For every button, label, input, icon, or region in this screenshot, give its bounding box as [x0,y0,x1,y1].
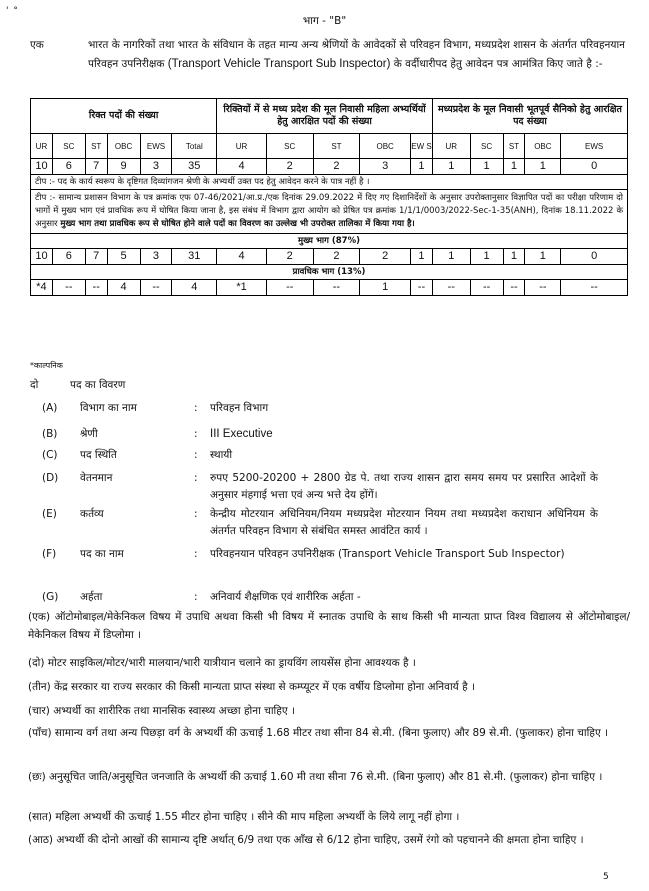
table-cell: -- [140,280,172,296]
col-header: OBC [107,134,140,159]
table-cell: -- [52,280,85,296]
total-row [31,159,628,175]
intro-text-en: (Transport Vehicle Transport Sub Inspector) [167,58,391,70]
main-row [31,249,628,265]
detail-key: (F) [42,548,57,560]
detail-value: परिवहन विभाग [210,402,269,414]
detail-name: कर्तव्य [80,508,104,520]
col-header: ST [85,134,107,159]
detail-colon: : [194,591,198,603]
intro-label: एक [30,39,44,51]
section-label: दो [30,379,39,391]
note-plain: टीप :- सामान्य प्रशासन विभाग के पत्र क्रमांक एफ 07-46/2021/आ.प्र./एक दिनांक 29.09.2022 में दिए गए दिशानिर्देशों के अनुसार उपरोक्तानुसार विज्ञापित पदों का परीक्षा परिणाम दो भागों में मुख्य भाग एवं प्रावधिक रूप में घोषित किया जाना है, इस संबंध में विभाग द्वारा आयोग को प्रेषित पत्र क्रमांक 1/1/1/0003/2022-Sec-1-35(ANH), दिनांक 18.11.2022 के अनुसार [35,193,623,229]
col-header: EWS [561,134,628,159]
detail-value: अनिवार्य शैक्षणिक एवं शारीरिक अर्हता - [210,591,361,603]
col-header: ST [503,134,525,159]
provisional-row [31,280,628,296]
detail-value: रुपए 5200-20200 + 2800 ग्रेड पे. तथा राज्य शासन द्वारा समय समय पर प्रसारित आदेशों के अनुसार मंहगाई भत्ता एवं अन्य भत्ते देय होंगें। [210,472,598,501]
col-header: UR [432,134,470,159]
detail-name: पद का नाम [80,548,124,560]
detail-value: III Executive [210,428,273,440]
table-cell: -- [85,280,107,296]
table-cell: 6 [52,249,85,265]
table-cell: 5 [107,249,140,265]
table-cell: *1 [217,280,267,296]
col-header: OBC [360,134,411,159]
intro-paragraph [30,36,625,74]
table-cell: 2 [266,159,313,175]
table-cell: 1 [411,249,433,265]
detail-key: (C) [42,449,58,461]
eligibility-item: (दो) मोटर साइकिल/मोटर/भारी मालयान/भारी यात्रीयान चलाने का ड्रायविंग लायसेंस होना आवश्यक है । [28,657,416,669]
vacancy-table [30,98,628,296]
detail-colon: : [194,472,198,484]
table-cell: -- [313,280,360,296]
table-cell: 10 [31,249,53,265]
table-cell: -- [503,280,525,296]
table-cell: 1 [525,249,561,265]
table-cell: 10 [31,159,53,175]
footnote: *काल्पनिक [30,361,63,370]
detail-colon: : [194,428,198,440]
eligibility-item: (सात) महिला अभ्यर्थी की ऊचाई 1.55 मीटर होना चाहिए । सीने की माप महिला अभ्यर्थी के लिये लागू नहीं होगा । [28,811,460,823]
section-title: पद का विवरण [70,379,126,391]
table-cell: 3 [140,249,172,265]
table-cell: 9 [107,159,140,175]
detail-key: (E) [42,508,57,520]
col-header: UR [31,134,53,159]
table-cell: 35 [172,159,217,175]
table-cell: 1 [470,249,503,265]
eligibility-item: (चार) अभ्यर्थी का शारीरिक तथा मानसिक स्वास्थ्य अच्छा होना चाहिए । [28,705,295,717]
col-header: SC [266,134,313,159]
detail-key: (D) [42,472,59,484]
table-cell: -- [561,280,628,296]
col-header: SC [52,134,85,159]
table-cell: -- [266,280,313,296]
table-cell: 2 [313,159,360,175]
detail-colon: : [194,508,198,520]
detail-colon: : [194,548,198,560]
detail-name: अर्हता [80,591,103,603]
intro-text-hi: भारत के नागरिकों तथा भारत के संविधान के तहत मान्य अन्य श्रेणियों के आवेदकों से परिवहन विभाग, मध्यप्रदेश शासन के अंतर्गत परिवहनयान परिवहन उपनिरीक्षक [88,39,625,70]
detail-value: केन्द्रीय मोटरयान अधिनियम/नियम मध्यप्रदेश मोटरयान नियम तथा मध्यप्रदेश कराधान अधिनियम के अंतर्गत परिवहन विभाग से संबंधित समस्त आवंटित कार्य । [210,508,598,537]
detail-value: परिवहनयान परिवहन उपनिरीक्षक (Transport Vehicle Transport Sub Inspector) [210,548,565,560]
table-cell: 4 [107,280,140,296]
col-header: SC [470,134,503,159]
table-cell: *4 [31,280,53,296]
table-cell: 2 [266,249,313,265]
table-cell: -- [525,280,561,296]
col-header: Total [172,134,217,159]
table-cell: 2 [360,249,411,265]
eligibility-item: (आठ) अभ्यर्थी की दोनो आखों की सामान्य दृष्टि अर्थात् 6/9 तथा एक आँख से 6/12 होना चाहिए, उसमें रंगो को पहचानने की क्षमता होना चाहिए । [28,834,584,846]
table-cell: 7 [85,249,107,265]
main-part-label: मुख्य भाग (87%) [31,234,628,249]
detail-colon: : [194,402,198,414]
detail-colon: : [194,449,198,461]
eligibility-item: (छः) अनुसूचित जाति/अनुसूचित जनजाति के अभ्यर्थी की ऊचाई 1.60 मी तथा सीना 76 से.मी. (बिना फुलाए) और 81 से.मी. (फुलाकर) होना चाहिए । [28,771,603,783]
table-cell: 4 [217,159,267,175]
corner-mark: ' ° [6,6,19,16]
table-cell: -- [411,280,433,296]
col-header: ST [313,134,360,159]
note-bold: मुख्य भाग तथा प्रावधिक रूप से घोषित होने वाले पदों का विवरण का उल्लेख भी उपरोक्त तालिका में किया गया है। [60,219,415,229]
table-cell: 1 [470,159,503,175]
table-cell: 3 [140,159,172,175]
table-cell: 1 [411,159,433,175]
col-header: UR [217,134,267,159]
table-cell: 7 [85,159,107,175]
eligibility-item: (तीन) केंद्र सरकार या राज्य सरकार की किसी मान्यता प्राप्त संस्था से कम्प्यूटर में एक वर्षीय डिप्लोमा होना अनिवार्य है । [28,681,475,693]
col-header: EWS [140,134,172,159]
table-cell: 0 [561,249,628,265]
table-cell: 2 [313,249,360,265]
group-header-vacancies: रिक्त पदों की संख्या [31,99,217,134]
detail-key: (G) [42,591,59,603]
eligibility-item: (एक) ऑटोमोबाइल/मेकेनिकल विषय में उपाधि अथवा किसी भी विषय में स्नातक उपाधि के साथ किसी भी मान्यता प्राप्त विश्व विद्यालय से ऑटोमोबाइल/मेकेनिकल विषय में डिप्लोमा । [28,611,630,641]
table-cell: -- [470,280,503,296]
table-cell: 3 [360,159,411,175]
col-header: EW S [411,134,433,159]
table-cell: 4 [217,249,267,265]
detail-name: श्रेणी [80,428,98,440]
table-cell: 6 [52,159,85,175]
group-header-ex-servicemen: मध्यप्रदेश के मूल निवासी भूतपूर्व सैनिको हेतु आरक्षित पद संख्या [432,99,627,134]
provisional-part-label: प्रावधिक भाग (13%) [31,265,628,280]
table-cell: 0 [561,159,628,175]
table-cell: 1 [503,249,525,265]
table-cell: 1 [432,249,470,265]
detail-key: (A) [42,402,58,414]
note-result-division [31,190,628,234]
detail-name: पद स्थिति [80,449,117,461]
detail-name: वेतनमान [80,472,113,484]
group-header-women: रिक्तियों में से मध्य प्रदेश की मूल निवासी महिला अभ्यर्थियों हेतु आरक्षित पदों की संख्या [217,99,433,134]
part-heading: भाग - "B" [302,15,347,27]
table-cell: 1 [432,159,470,175]
table-cell: 1 [360,280,411,296]
note-disabled: टीप :- पद के कार्य स्वरूप के दृष्टिगत दिव्यांगजन श्रेणी के अभ्यर्थी उक्त पद हेतु आवेदन करने के पात्र नहीं है । [31,175,628,190]
table-cell: -- [432,280,470,296]
col-header: OBC [525,134,561,159]
detail-key: (B) [42,428,58,440]
table-cell: 4 [172,280,217,296]
intro-text [88,36,625,74]
table-cell: 31 [172,249,217,265]
intro-text-tail: के वर्दीधारीपद हेतु आवेदन पत्र आमंत्रित किए जाते है :- [393,58,603,70]
table-cell: 1 [525,159,561,175]
page-number: 5 [603,872,609,882]
eligibility-item: (पाँच) सामान्य वर्ग तथा अन्य पिछड़ा वर्ग के अभ्यर्थी की ऊचाई 1.68 मीटर तथा सीना 84 से.मी. (बिना फुलाए) और 89 से.मी. (फुलाकर) होना चाहिए । [28,727,609,739]
detail-value: स्थायी [210,449,233,461]
table-cell: 1 [503,159,525,175]
detail-name: विभाग का नाम [80,402,137,414]
